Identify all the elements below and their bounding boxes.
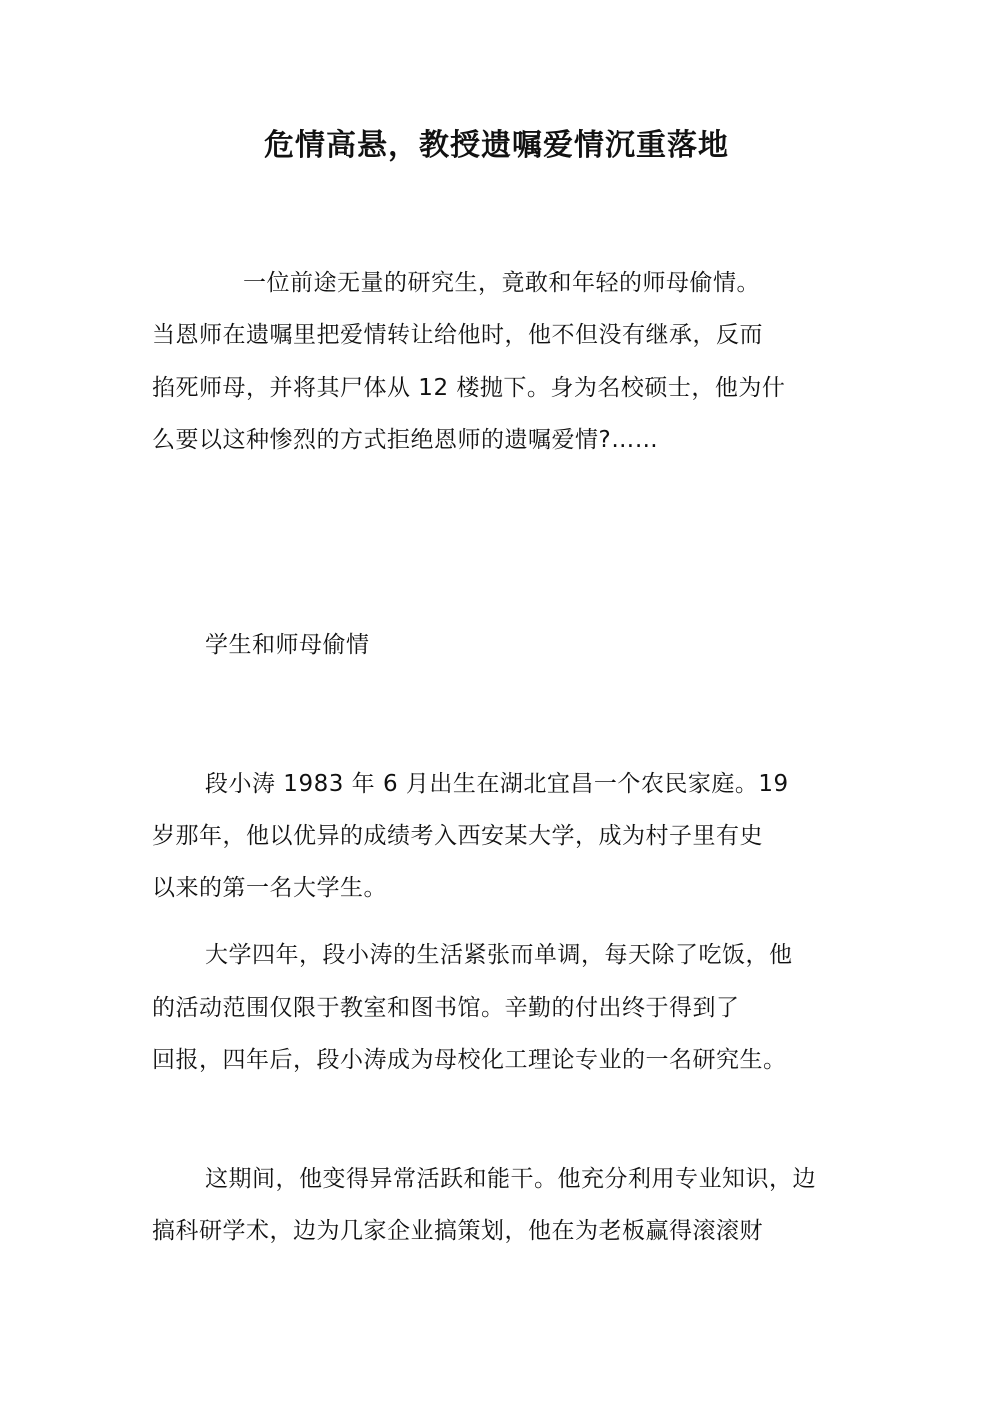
intro-line: 当恩师在遗嘱里把爱情转让给他时，他不但没有继承，反而 (152, 322, 763, 348)
paragraph-line: 岁那年，他以优异的成绩考入西安某大学，成为村子里有史 (152, 823, 763, 849)
paragraph-line: 段小涛 1983 年 6 月出生在湖北宜昌一个农民家庭。19 (205, 771, 789, 797)
intro-line: 么要以这种惨烈的方式拒绝恩师的遗嘱爱情?…… (152, 427, 659, 453)
paragraph-line: 以来的第一名大学生。 (152, 875, 387, 901)
paragraph-line: 大学四年，段小涛的生活紧张而单调，每天除了吃饭，他 (205, 942, 793, 968)
intro-line: 一位前途无量的研究生，竟敢和年轻的师母偷情。 (243, 270, 760, 296)
document-title: 危情高悬，教授遗嘱爱情沉重落地 (264, 128, 729, 163)
section-heading: 学生和师母偷情 (205, 632, 370, 658)
paragraph-line: 搞科研学术，边为几家企业搞策划，他在为老板赢得滚滚财 (152, 1218, 763, 1244)
paragraph-line: 的活动范围仅限于教室和图书馆。辛勤的付出终于得到了 (152, 995, 740, 1021)
paragraph-line: 回报，四年后，段小涛成为母校化工理论专业的一名研究生。 (152, 1047, 787, 1073)
intro-line: 掐死师母，并将其尸体从 12 楼抛下。身为名校硕士，他为什 (152, 375, 786, 401)
paragraph-line: 这期间，他变得异常活跃和能干。他充分利用专业知识，边 (205, 1166, 816, 1192)
